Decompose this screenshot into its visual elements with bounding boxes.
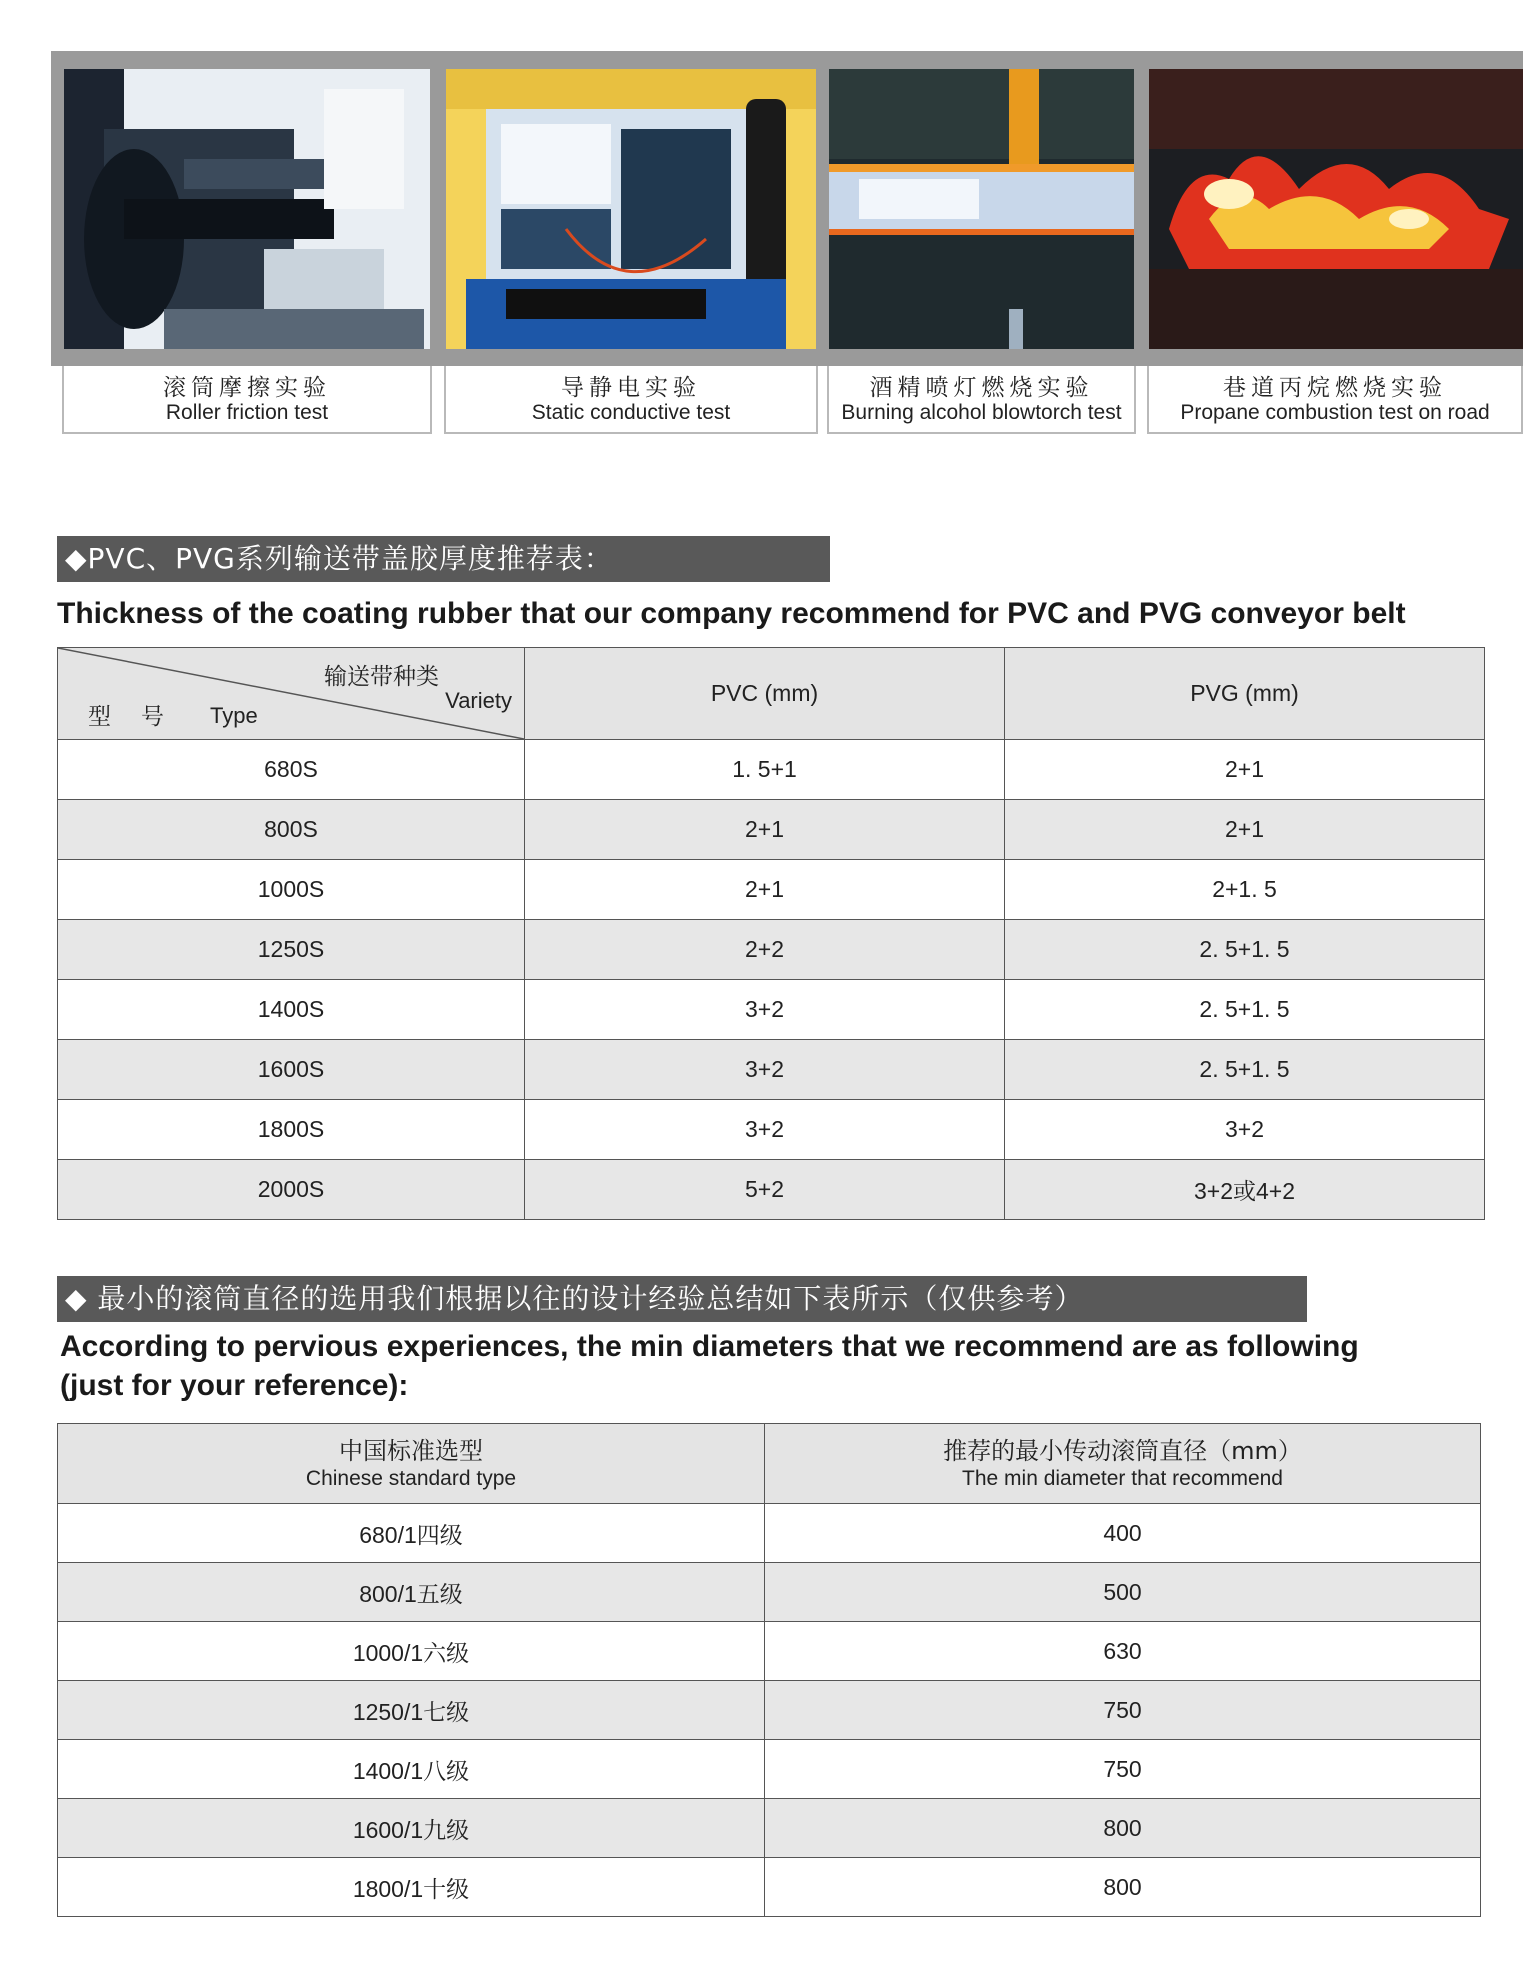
section2-heading-zh: ◆ 最小的滚筒直径的选用我们根据以往的设计经验总结如下表所示（仅供参考） [57, 1276, 1307, 1322]
table-row [58, 800, 1485, 860]
pvg-cell: 2+1 [1005, 800, 1485, 860]
diameter-cell: 400 [765, 1504, 1481, 1563]
table-row [58, 1040, 1485, 1100]
photo-caption: 巷道丙烷燃烧实验 Propane combustion test on road [1147, 366, 1523, 434]
table-row [58, 920, 1485, 980]
pvg-cell: 2. 5+1. 5 [1005, 1040, 1485, 1100]
type-cell: 1400/1八级 [58, 1740, 765, 1799]
pvg-cell: 2. 5+1. 5 [1005, 920, 1485, 980]
pvc-cell: 2+1 [525, 800, 1005, 860]
pvc-column-header: PVC (mm) [525, 648, 1005, 740]
table-row [58, 1681, 1481, 1740]
section1-heading-zh: ◆PVC、PVG系列输送带盖胶厚度推荐表： [57, 536, 830, 582]
diameter-cell: 500 [765, 1563, 1481, 1622]
thickness-table [57, 647, 1485, 1220]
photo-caption: 酒精喷灯燃烧实验 Burning alcohol blowtorch test [827, 366, 1136, 434]
table-row [58, 860, 1485, 920]
table-row [58, 1100, 1485, 1160]
pvg-cell: 3+2或4+2 [1005, 1160, 1485, 1220]
photo-caption: 导静电实验 Static conductive test [444, 366, 818, 434]
pvc-cell: 5+2 [525, 1160, 1005, 1220]
diameter-cell: 630 [765, 1622, 1481, 1681]
pvg-cell: 3+2 [1005, 1100, 1485, 1160]
table-row [58, 1740, 1481, 1799]
pvg-cell: 2+1. 5 [1005, 860, 1485, 920]
type-cell: 680/1四级 [58, 1504, 765, 1563]
type-cell: 1600/1九级 [58, 1799, 765, 1858]
table-row [58, 1563, 1481, 1622]
chinese-standard-type-header: 中国标准选型 Chinese standard type [58, 1424, 765, 1504]
type-label-en: Type [210, 703, 258, 728]
type-cell: 1000/1六级 [58, 1622, 765, 1681]
pvc-cell: 3+2 [525, 1100, 1005, 1160]
diameter-cell: 750 [765, 1740, 1481, 1799]
diameter-table [57, 1423, 1481, 1917]
type-cell: 1400S [58, 980, 525, 1040]
diameter-cell: 800 [765, 1858, 1481, 1917]
type-cell: 1250/1七级 [58, 1681, 765, 1740]
table-row [58, 740, 1485, 800]
type-cell: 1800/1十级 [58, 1858, 765, 1917]
diagonal-header-cell [58, 648, 525, 740]
table-row [58, 1622, 1481, 1681]
type-cell: 1800S [58, 1100, 525, 1160]
variety-label-en: Variety [445, 688, 512, 713]
section2-heading-en-line1: According to pervious experiences, the min diameters that we recommend are as following [60, 1330, 1359, 1363]
type-cell: 680S [58, 740, 525, 800]
table-row [58, 1799, 1481, 1858]
pvc-cell: 2+2 [525, 920, 1005, 980]
propane-fire-photo [1149, 69, 1523, 349]
type-cell: 2000S [58, 1160, 525, 1220]
type-label-zh: 型号 [88, 704, 194, 730]
pvc-cell: 3+2 [525, 1040, 1005, 1100]
pvg-cell: 2. 5+1. 5 [1005, 980, 1485, 1040]
pvg-cell: 2+1 [1005, 740, 1485, 800]
table-row [58, 980, 1485, 1040]
type-cell: 1600S [58, 1040, 525, 1100]
diameter-cell: 750 [765, 1681, 1481, 1740]
pvc-cell: 2+1 [525, 860, 1005, 920]
type-cell: 1250S [58, 920, 525, 980]
table-row [58, 1504, 1481, 1563]
type-cell: 800S [58, 800, 525, 860]
static-conductive-photo [446, 69, 816, 349]
section1-heading-en: Thickness of the coating rubber that our company recommend for PVC and PVG conveyor belt [57, 597, 1406, 630]
section2-heading-en-line2: (just for your reference): [60, 1369, 409, 1402]
table-row [58, 1160, 1485, 1220]
table-row [58, 1858, 1481, 1917]
min-diameter-header: 推荐的最小传动滚筒直径（mm） The min diameter that recommend [765, 1424, 1481, 1504]
type-cell: 800/1五级 [58, 1563, 765, 1622]
pvg-column-header: PVG (mm) [1005, 648, 1485, 740]
pvc-cell: 1. 5+1 [525, 740, 1005, 800]
blowtorch-photo [829, 69, 1134, 349]
type-cell: 1000S [58, 860, 525, 920]
diameter-cell: 800 [765, 1799, 1481, 1858]
roller-friction-photo [64, 69, 430, 349]
photo-caption: 滚筒摩擦实验 Roller friction test [62, 366, 432, 434]
variety-label-zh: 输送带种类 [324, 664, 439, 690]
pvc-cell: 3+2 [525, 980, 1005, 1040]
